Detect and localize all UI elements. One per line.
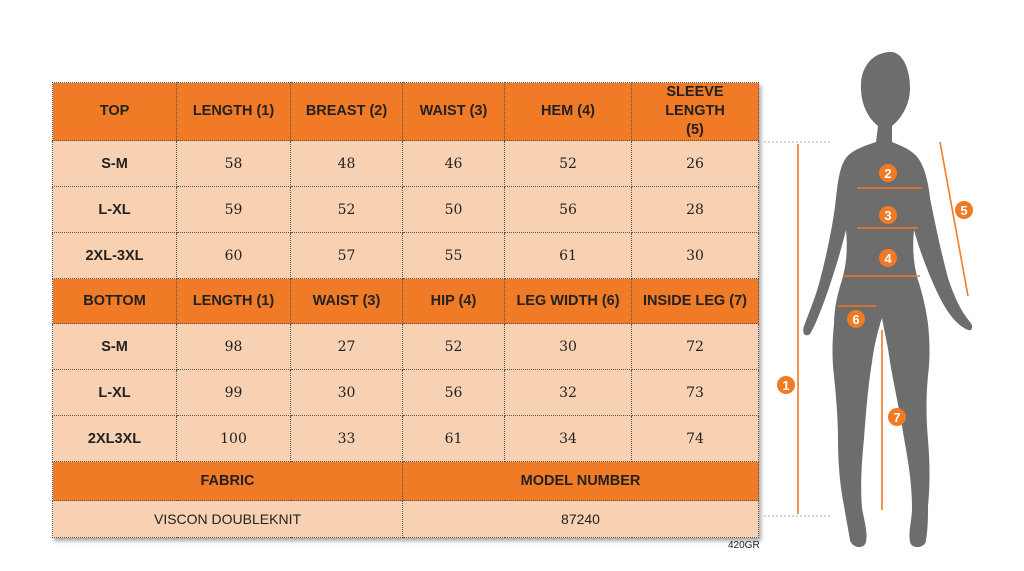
table-cell: 98 (177, 324, 291, 370)
table-cell: 27 (291, 324, 403, 370)
size-label: 2XL-3XL (53, 233, 177, 279)
table-cell: 100 (177, 416, 291, 462)
table-cell: 30 (505, 324, 632, 370)
reference-code: 420GR (728, 540, 760, 551)
size-label: S-M (53, 324, 177, 370)
bottom-header-cell: INSIDE LEG (7) (632, 279, 759, 324)
table-cell: 74 (632, 416, 759, 462)
bottom-row (53, 416, 759, 462)
marker-label: 4 (884, 251, 892, 266)
bottom-header-cell: BOTTOM (53, 279, 177, 324)
top-header-cell: TOP (53, 83, 177, 141)
table-cell: 73 (632, 370, 759, 416)
marker-label: 3 (884, 208, 892, 223)
table-cell: 60 (177, 233, 291, 279)
table-cell: 30 (291, 370, 403, 416)
body-measurement-figure (760, 40, 1024, 571)
bottom-header-cell: LEG WIDTH (6) (505, 279, 632, 324)
marker-label: 7 (893, 410, 901, 425)
bottom-header-cell: HIP (4) (403, 279, 505, 324)
footer-value-row (53, 501, 759, 538)
marker-label: 5 (960, 203, 968, 218)
table-cell: 58 (177, 141, 291, 187)
table-cell: 57 (291, 233, 403, 279)
table-cell: 28 (632, 187, 759, 233)
table-cell: 52 (505, 141, 632, 187)
bottom-header-cell: WAIST (3) (291, 279, 403, 324)
marker-label: 2 (884, 166, 892, 181)
size-label: L-XL (53, 187, 177, 233)
table-cell: 56 (403, 370, 505, 416)
table-cell: 50 (403, 187, 505, 233)
model-number-label: MODEL NUMBER (403, 462, 759, 501)
table-cell: 48 (291, 141, 403, 187)
table-cell: 72 (632, 324, 759, 370)
marker-label: 1 (782, 378, 790, 393)
top-header-cell: LENGTH (1) (177, 83, 291, 141)
table-cell: 30 (632, 233, 759, 279)
footer-header-row (53, 462, 759, 501)
marker-label: 6 (852, 312, 860, 327)
top-header-cell: BREAST (2) (291, 83, 403, 141)
fabric-value: VISCON DOUBLEKNIT (53, 501, 403, 538)
size-label: S-M (53, 141, 177, 187)
table-cell: 59 (177, 187, 291, 233)
bottom-row (53, 324, 759, 370)
table-cell: 61 (505, 233, 632, 279)
table-cell: 55 (403, 233, 505, 279)
top-row (53, 233, 759, 279)
size-label: 2XL3XL (53, 416, 177, 462)
top-header-row (53, 83, 759, 141)
bottom-header-row (53, 279, 759, 324)
table-cell: 32 (505, 370, 632, 416)
fabric-label: FABRIC (53, 462, 403, 501)
size-label: L-XL (53, 370, 177, 416)
size-chart (52, 82, 758, 538)
bottom-row (53, 370, 759, 416)
table-cell: 34 (505, 416, 632, 462)
table-cell: 33 (291, 416, 403, 462)
table-cell: 46 (403, 141, 505, 187)
size-chart-table (52, 82, 759, 538)
silhouette-illustration (760, 40, 1024, 571)
table-cell: 26 (632, 141, 759, 187)
table-cell: 52 (291, 187, 403, 233)
bottom-header-cell: LENGTH (1) (177, 279, 291, 324)
top-header-cell: HEM (4) (505, 83, 632, 141)
woman-silhouette (803, 52, 972, 547)
guide-lines (764, 142, 830, 516)
top-row (53, 187, 759, 233)
table-cell: 61 (403, 416, 505, 462)
table-cell: 52 (403, 324, 505, 370)
table-cell: 56 (505, 187, 632, 233)
table-cell: 99 (177, 370, 291, 416)
top-header-cell: WAIST (3) (403, 83, 505, 141)
model-number-value: 87240 (403, 501, 759, 538)
top-header-cell: SLEEVE LENGTH (5) (632, 83, 759, 141)
top-row (53, 141, 759, 187)
